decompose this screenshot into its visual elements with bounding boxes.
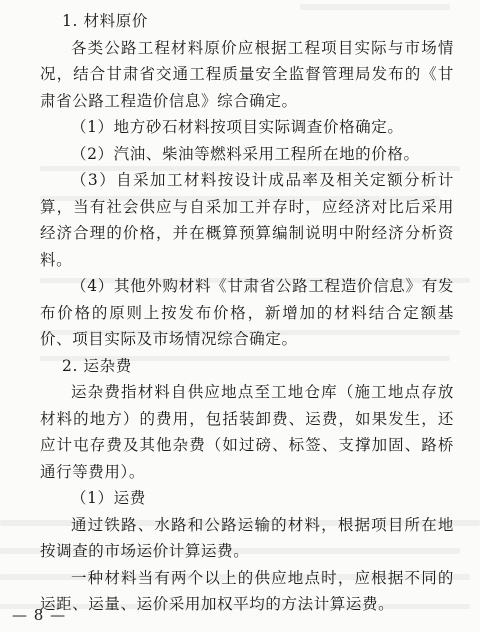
material-price-item-3: （3）自采加工材料按设计成品率及相关定额分析计算，当有社会供应与自采加工并存时，应经济对比后采用经济合理的价格，并在概算预算编制说明中附经济分析资料。 <box>40 171 454 269</box>
freight-paragraph-1: 通过铁路、水路和公路运输的材料，根据项目所在地按调查的市场运价计算运费。 <box>40 515 454 560</box>
document-body <box>40 8 454 618</box>
transport-fee-intro: 运杂费指材料自供应地点至工地仓库（施工地点存放材料的地方）的费用，包括装卸费、运费，如果发生，还应计屯存费及其他杂费（如过磅、标签、支撑加固、路桥通行等费用）。 <box>40 383 454 481</box>
page-number: — 8 — <box>12 606 67 624</box>
section-heading-material-price: 1. 材料原价 <box>62 12 148 30</box>
freight-paragraph-2: 一种材料当有两个以上的供应地点时，应根据不同的运距、运量、运价采用加权平均的方法计算运费。 <box>40 568 454 613</box>
freight-subheading: （1）运费 <box>71 489 146 507</box>
section-heading-transport-fee: 2. 运杂费 <box>62 356 132 375</box>
material-price-item-2: （2）汽油、柴油等燃料采用工程所在地的价格。 <box>71 144 420 163</box>
material-price-intro: 各类公路工程材料原价应根据工程项目实际与市场情况，结合甘肃省交通工程质量安全监督管理局发布的《甘肃省公路工程造价信息》综合确定。 <box>40 38 454 110</box>
material-price-item-4: （4）其他外购材料《甘肃省公路工程造价信息》有发布价格的原则上按发布价格，新增加的材料结合定额基价、项目实际及市场情况综合确定。 <box>40 277 454 348</box>
material-price-item-1: （1）地方砂石材料按项目实际调查价格确定。 <box>71 118 404 136</box>
